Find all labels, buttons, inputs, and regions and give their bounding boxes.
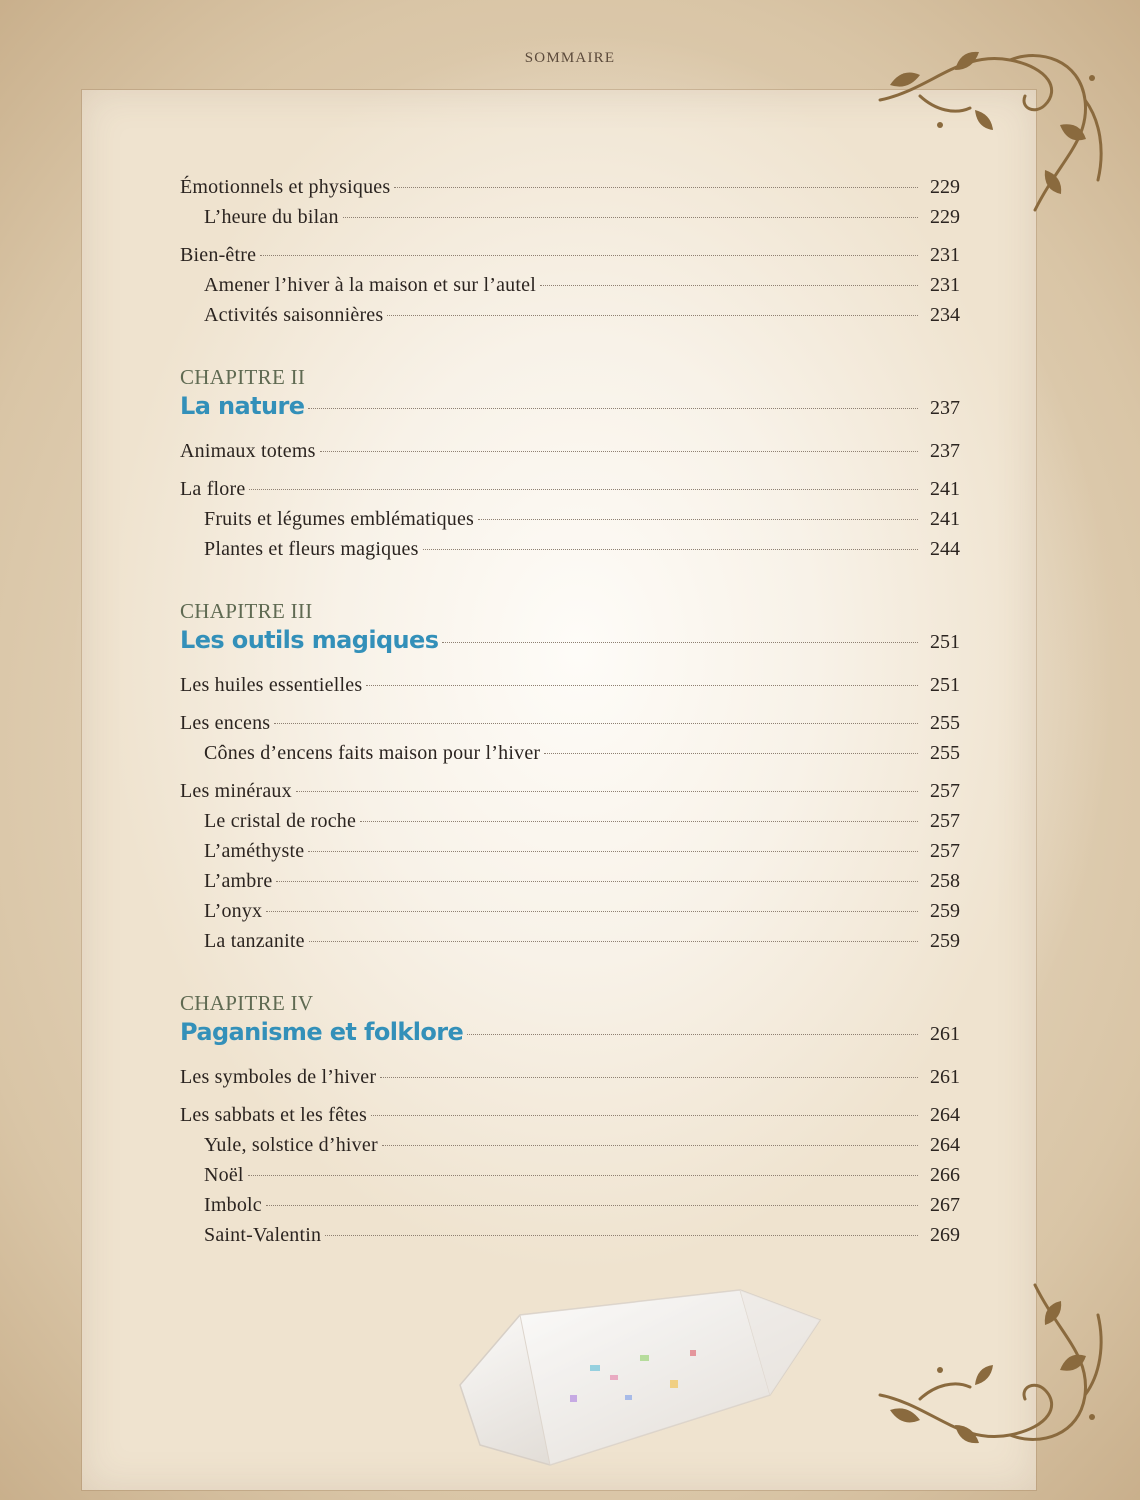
toc-entry[interactable] bbox=[180, 708, 960, 738]
dot-leader bbox=[387, 315, 918, 316]
chapter-page: 251 bbox=[930, 631, 960, 653]
dot-leader bbox=[248, 1175, 918, 1176]
toc-entry-label: Activités saisonnières bbox=[204, 304, 384, 326]
toc-subentry[interactable] bbox=[180, 836, 960, 866]
table-of-contents bbox=[180, 172, 960, 1250]
toc-entry-page: 255 bbox=[930, 742, 960, 764]
dot-leader bbox=[544, 753, 918, 754]
toc-subentry[interactable] bbox=[180, 1190, 960, 1220]
running-head: SOMMAIRE bbox=[524, 50, 616, 66]
dot-leader bbox=[343, 217, 918, 218]
toc-subentry[interactable] bbox=[180, 1220, 960, 1250]
toc-entry-label: La flore bbox=[180, 478, 246, 500]
toc-entry-label: L’onyx bbox=[204, 900, 263, 922]
dot-leader bbox=[478, 519, 918, 520]
toc-subentry[interactable] bbox=[180, 896, 960, 926]
dot-leader bbox=[309, 941, 918, 942]
dot-leader bbox=[325, 1235, 918, 1236]
chapter-title: Les outils magiques bbox=[180, 626, 439, 654]
toc-entry-page: 264 bbox=[930, 1104, 960, 1126]
toc-entry-page: 257 bbox=[930, 840, 960, 862]
dot-leader bbox=[366, 685, 918, 686]
dot-leader bbox=[276, 881, 918, 882]
toc-subentry[interactable] bbox=[180, 504, 960, 534]
toc-entry-label: Émotionnels et physiques bbox=[180, 176, 391, 198]
toc-entry-page: 237 bbox=[930, 440, 960, 462]
toc-subentry[interactable] bbox=[180, 866, 960, 896]
toc-entry-label: Les encens bbox=[180, 712, 271, 734]
toc-entry-page: 229 bbox=[930, 176, 960, 198]
toc-entry[interactable] bbox=[180, 172, 960, 202]
dot-leader bbox=[266, 911, 918, 912]
toc-entry-label: Imbolc bbox=[204, 1194, 262, 1216]
dot-leader bbox=[540, 285, 918, 286]
dot-leader bbox=[308, 408, 918, 409]
toc-entry-page: 255 bbox=[930, 712, 960, 734]
toc-entry-page: 231 bbox=[930, 274, 960, 296]
toc-entry-page: 259 bbox=[930, 900, 960, 922]
toc-entry[interactable] bbox=[180, 670, 960, 700]
toc-entry-page: 269 bbox=[930, 1224, 960, 1246]
toc-entry-page: 231 bbox=[930, 244, 960, 266]
dot-leader bbox=[360, 821, 918, 822]
toc-entry-page: 257 bbox=[930, 810, 960, 832]
dot-leader bbox=[380, 1077, 918, 1078]
dot-leader bbox=[260, 255, 918, 256]
chapter-number: CHAPITRE II bbox=[180, 365, 306, 389]
dot-leader bbox=[423, 549, 918, 550]
toc-subentry[interactable] bbox=[180, 738, 960, 768]
toc-entry[interactable] bbox=[180, 240, 960, 270]
toc-entry-label: Les huiles essentielles bbox=[180, 674, 363, 696]
toc-entry[interactable] bbox=[180, 1062, 960, 1092]
dot-leader bbox=[266, 1205, 918, 1206]
toc-subentry[interactable] bbox=[180, 806, 960, 836]
chapter-section-3 bbox=[180, 598, 960, 956]
toc-entry-page: 264 bbox=[930, 1134, 960, 1156]
toc-subentry[interactable] bbox=[180, 534, 960, 564]
toc-entry-page: 251 bbox=[930, 674, 960, 696]
toc-entry-label: L’ambre bbox=[204, 870, 273, 892]
chapter-title-entry[interactable] bbox=[180, 1016, 960, 1050]
toc-entry-page: 266 bbox=[930, 1164, 960, 1186]
toc-entry-page: 241 bbox=[930, 478, 960, 500]
chapter-section-2 bbox=[180, 364, 960, 564]
toc-entry-page: 234 bbox=[930, 304, 960, 326]
toc-entry-page: 258 bbox=[930, 870, 960, 892]
toc-entry-label: L’heure du bilan bbox=[204, 206, 339, 228]
toc-subentry[interactable] bbox=[180, 1130, 960, 1160]
chapter-page: 261 bbox=[930, 1023, 960, 1045]
toc-entry-label: Les minéraux bbox=[180, 780, 292, 802]
toc-entry[interactable] bbox=[180, 474, 960, 504]
chapter-number: CHAPITRE IV bbox=[180, 991, 314, 1015]
dot-leader bbox=[296, 791, 918, 792]
dot-leader bbox=[467, 1034, 918, 1035]
chapter-section-4 bbox=[180, 990, 960, 1250]
toc-entry-page: 241 bbox=[930, 508, 960, 530]
toc-entry-label: Les symboles de l’hiver bbox=[180, 1066, 377, 1088]
toc-subentry[interactable] bbox=[180, 926, 960, 956]
chapter-page: 237 bbox=[930, 397, 960, 419]
toc-entry-label: Saint-Valentin bbox=[204, 1224, 322, 1246]
toc-subentry[interactable] bbox=[180, 1160, 960, 1190]
toc-entry-page: 261 bbox=[930, 1066, 960, 1088]
toc-entry-page: 267 bbox=[930, 1194, 960, 1216]
toc-entry-label: Fruits et légumes emblématiques bbox=[204, 508, 475, 530]
dot-leader bbox=[249, 489, 918, 490]
dot-leader bbox=[320, 451, 918, 452]
toc-entry[interactable] bbox=[180, 436, 960, 466]
toc-entry-label: Amener l’hiver à la maison et sur l’autel bbox=[204, 274, 536, 296]
toc-entry-label: Les sabbats et les fêtes bbox=[180, 1104, 367, 1126]
toc-entry-page: 259 bbox=[930, 930, 960, 952]
dot-leader bbox=[442, 642, 918, 643]
dot-leader bbox=[394, 187, 918, 188]
chapter-title-entry[interactable] bbox=[180, 624, 960, 658]
toc-entry-label: Plantes et fleurs magiques bbox=[204, 538, 419, 560]
toc-entry[interactable] bbox=[180, 1100, 960, 1130]
toc-entry-label: Le cristal de roche bbox=[204, 810, 357, 832]
toc-entry-label: Noël bbox=[204, 1164, 244, 1186]
toc-entry-page: 229 bbox=[930, 206, 960, 228]
toc-entry-label: Animaux totems bbox=[180, 440, 316, 462]
quartz-crystal-icon bbox=[440, 1275, 840, 1485]
toc-entry[interactable] bbox=[180, 776, 960, 806]
dot-leader bbox=[308, 851, 918, 852]
toc-entry-label: Bien-être bbox=[180, 244, 257, 266]
chapter-title: La nature bbox=[180, 392, 305, 420]
toc-entry-page: 257 bbox=[930, 780, 960, 802]
chapter-title: Paganisme et folklore bbox=[180, 1018, 464, 1046]
toc-subentry[interactable] bbox=[180, 270, 960, 300]
dot-leader bbox=[382, 1145, 918, 1146]
floral-vine-ornament-icon bbox=[860, 1255, 1120, 1465]
toc-entry-label: L’améthyste bbox=[204, 840, 305, 862]
dot-leader bbox=[274, 723, 918, 724]
dot-leader bbox=[371, 1115, 918, 1116]
chapter-number: CHAPITRE III bbox=[180, 599, 313, 623]
toc-subentry[interactable] bbox=[180, 202, 960, 232]
toc-entry-label: La tanzanite bbox=[204, 930, 305, 952]
toc-subentry[interactable] bbox=[180, 300, 960, 330]
toc-entry-label: Cônes d’encens faits maison pour l’hiver bbox=[204, 742, 541, 764]
toc-entry-label: Yule, solstice d’hiver bbox=[204, 1134, 378, 1156]
chapter-title-entry[interactable] bbox=[180, 390, 960, 424]
toc-entry-page: 244 bbox=[930, 538, 960, 560]
